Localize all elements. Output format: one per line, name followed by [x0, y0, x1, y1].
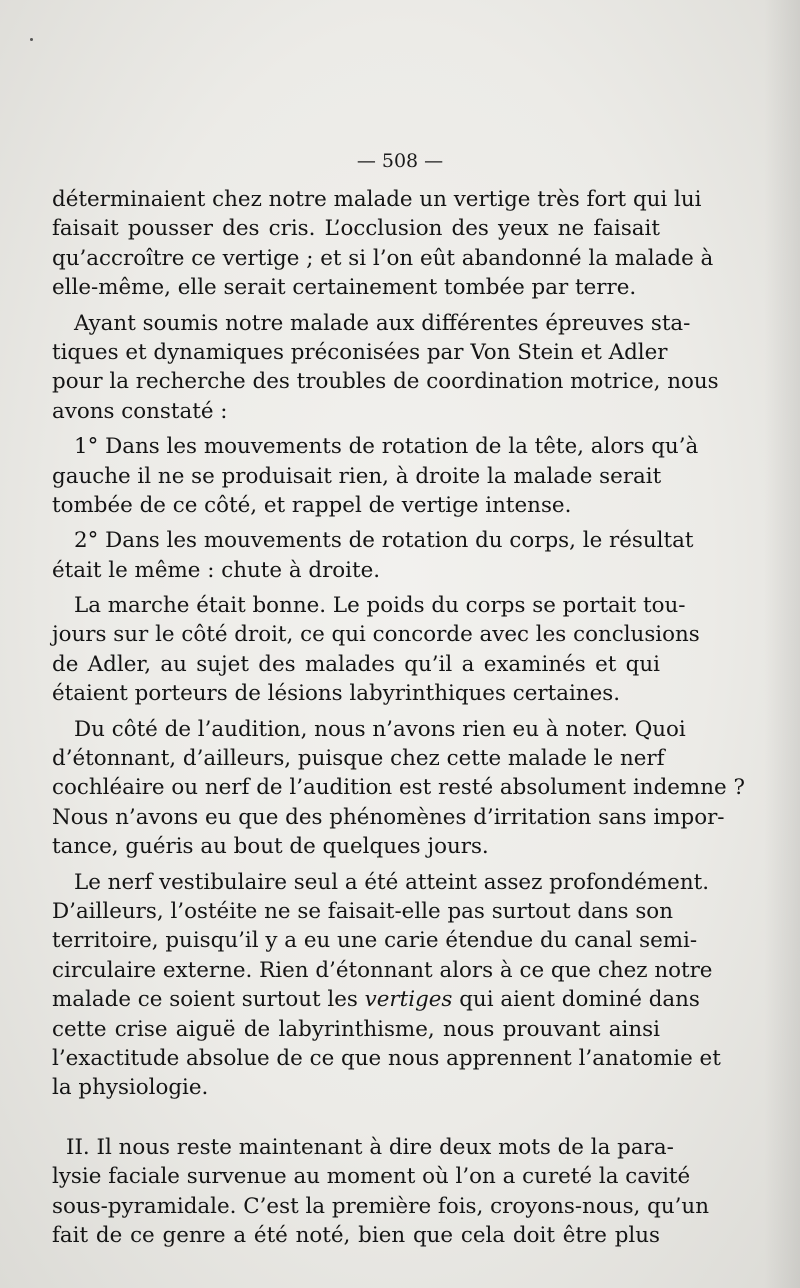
text-line: avons constaté :	[52, 398, 228, 424]
ink-speck	[30, 38, 33, 41]
text-line: de Adler, au sujet des malades qu’il a examinés et qui	[52, 651, 660, 677]
text-line: faisait pousser des cris. L’occlusion des yeux ne faisait	[52, 216, 660, 242]
text-line: circulaire externe. Rien d’étonnant alors à ce que chez notre	[52, 957, 713, 983]
text-line: La marche était bonne. Le poids du corps se portait tou-	[74, 593, 686, 619]
text-line: tombée de ce côté, et rappel de vertige intense.	[52, 492, 572, 518]
text-line: II. Il nous reste maintenant à dire deux mots de la para-	[66, 1134, 674, 1160]
text-segment: qui aient dominé dans	[459, 987, 700, 1013]
paragraph	[52, 715, 686, 744]
text-line: étaient porteurs de lésions labyrinthiques certaines.	[52, 681, 621, 707]
text-line: 2° Dans les mouvements de rotation du corps, le résultat	[74, 528, 694, 554]
text-line: déterminaient chez notre malade un vertige très fort qui lui	[52, 187, 702, 212]
text-line: tiques et dynamiques préconisées par Von Stein et Adler	[52, 339, 668, 365]
paragraph-continued	[52, 744, 745, 862]
text-segment: malade ce soient surtout les	[52, 987, 358, 1013]
text-line: qu’accroître ce vertige ; et si l’on eût abandonné la malade à	[52, 245, 714, 271]
text-line: la physiologie.	[52, 1075, 209, 1101]
text-line: Du côté de l’audition, nous n’avons rien eu à noter. Quoi	[74, 716, 686, 742]
text-line: Ayant soumis notre malade aux différentes épreuves sta-	[74, 310, 691, 336]
text-line: Le nerf vestibulaire seul a été atteint assez profondément.	[74, 869, 709, 895]
paragraph-continued	[52, 462, 660, 521]
paragraph	[52, 432, 699, 461]
body-text	[52, 185, 745, 1250]
page-number: — 508 —	[356, 150, 444, 172]
text-line: D’ailleurs, l’ostéite ne se faisait-elle pas surtout dans son	[52, 898, 673, 924]
text-line: fait de ce genre a été noté, bien que cela doit être plus	[52, 1222, 660, 1248]
text-line: lysie faciale survenue au moment où l’on a cureté la cavité	[52, 1164, 691, 1190]
text-line-with-italic	[52, 985, 700, 1014]
text-line: d’étonnant, d’ailleurs, puisque chez cette malade le nerf	[52, 746, 665, 772]
text-line: était le même : chute à droite.	[52, 557, 381, 583]
text-line: tance, guéris au bout de quelques jours.	[52, 834, 489, 860]
text-line: Nous n’avons eu que des phénomènes d’irritation sans impor-	[52, 804, 725, 830]
paragraph-continued	[52, 338, 719, 426]
paragraph	[52, 526, 694, 555]
text-line: l’exactitude absolue de ce que nous apprennent l’anatomie et	[52, 1045, 721, 1071]
paragraph-continued	[52, 897, 721, 1103]
text-line: cochléaire ou nerf de l’audition est resté absolument indemne ?	[52, 775, 745, 801]
paragraph	[52, 309, 691, 338]
paragraph	[52, 1133, 674, 1162]
paragraph	[52, 185, 714, 303]
paragraph-continued	[52, 1162, 709, 1250]
italic-word: vertiges	[364, 987, 453, 1013]
paragraph-continued	[52, 620, 700, 708]
text-line: jours sur le côté droit, ce qui concorde avec les conclusions	[52, 622, 700, 648]
text-line: territoire, puisqu’il y a eu une carie étendue du canal semi-	[52, 928, 698, 954]
paragraph-continued	[52, 556, 660, 585]
text-line: gauche il ne se produisait rien, à droite la malade serait	[52, 463, 662, 489]
paragraph	[52, 868, 709, 897]
paragraph	[52, 591, 686, 620]
page-edge-shadow	[764, 0, 800, 1288]
text-line: 1° Dans les mouvements de rotation de la tête, alors qu’à	[74, 434, 699, 460]
text-line: sous-pyramidale. C’est la première fois, croyons-nous, qu’un	[52, 1193, 709, 1219]
text-line: pour la recherche des troubles de coordination motrice, nous	[52, 369, 719, 395]
text-line: cette crise aiguë de labyrinthisme, nous prouvant ainsi	[52, 1016, 660, 1042]
text-line: elle-même, elle serait certainement tombée par terre.	[52, 275, 637, 301]
